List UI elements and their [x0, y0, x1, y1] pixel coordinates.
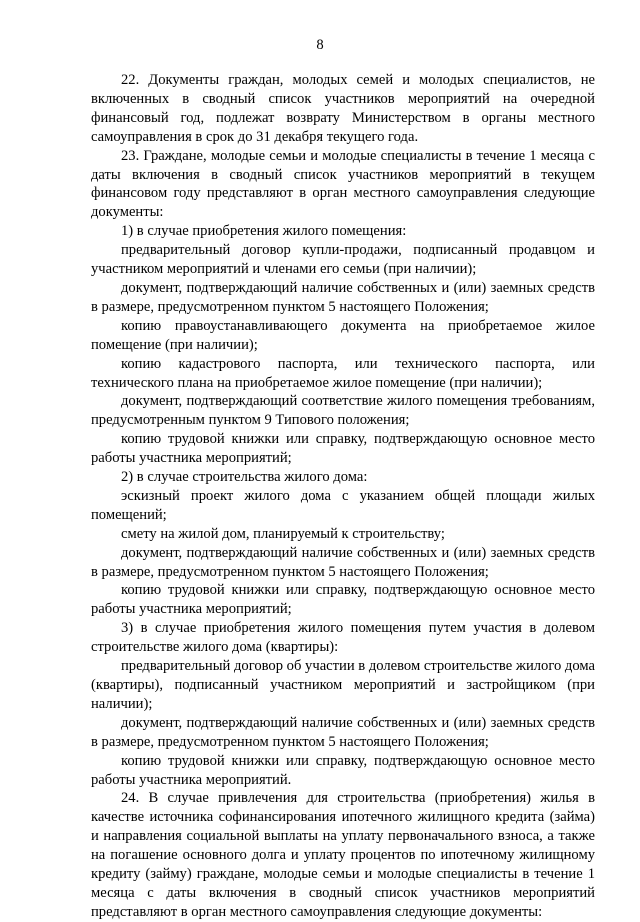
list-item: эскизный проект жилого дома с указанием общей площади жилых помещений; — [91, 487, 595, 523]
list-item: копию трудовой книжки или справку, подтверждающую основное место работы участника мероприятий; — [91, 431, 595, 467]
paragraph-22: 22. Документы граждан, молодых семей и молодых специалистов, не включенных в сводный список участников мероприятий на очередной финансовый год, подлежат возврату Министерством в органы местного самоуправления в срок до 31 декабря текущего года. — [91, 72, 595, 145]
subitem-1-heading: 1) в случае приобретения жилого помещения: — [121, 223, 407, 240]
subitem-2-heading: 2) в случае строительства жилого дома: — [121, 469, 368, 486]
list-item: документ, подтверждающий наличие собственных и (или) заемных средств в размере, предусмотренном пунктом 5 настоящего Положения; — [91, 714, 595, 750]
list-item: копию кадастрового паспорта, или технического паспорта, или технического плана на приобретаемое жилое помещение (при наличии); — [91, 355, 595, 391]
document-body — [91, 71, 595, 922]
page-number: 8 — [316, 37, 324, 53]
paragraph-23: 23. Граждане, молодые семьи и молодые специалисты в течение 1 месяца с даты включения в сводный список участников мероприятий в текущем финансовом году представляют в орган местного самоуправления следующие документы: — [91, 147, 595, 221]
list-item: документ, подтверждающий наличие собственных и (или) заемных средств в размере, предусмотренном пунктом 5 настоящего Положения; — [91, 544, 595, 580]
subitem-3-heading: 3) в случае приобретения жилого помещения путем участия в долевом строительстве жилого дома (квартиры): — [91, 620, 595, 656]
list-item: предварительный договор купли-продажи, подписанный продавцом и участником мероприятий и членами его семьи (при наличии); — [91, 242, 595, 278]
list-item: документ, подтверждающий соответствие жилого помещения требованиям, предусмотренным пунктом 9 Типового положения; — [91, 393, 595, 429]
paragraph-24: 24. В случае привлечения для строительства (приобретения) жилья в качестве источника софинансирования ипотечного жилищного кредита (займа) и направления социальной выплаты на уплату первоначального взноса, а также на погашение основного долга и уплату процентов по ипотечному жилищному кредиту (займу) граждане, молодые семьи и молодые специалисты в течение 1 месяца с даты включения в сводный список участников мероприятий представляют в орган местного самоуправления следующие документы: — [91, 790, 595, 920]
list-item: предварительный договор об участии в долевом строительстве жилого дома (квартиры), подписанный участником мероприятий и застройщиком (при наличии); — [91, 658, 595, 712]
list-item: копию трудовой книжки или справку, подтверждающую основное место работы участника мероприятий; — [91, 582, 595, 618]
list-item: копию трудовой книжки или справку, подтверждающую основное место работы участника мероприятий. — [91, 752, 595, 788]
list-item: копию правоустанавливающего документа на приобретаемое жилое помещение (при наличии); — [91, 317, 595, 353]
list-item: смету на жилой дом, планируемый к строительству; — [121, 525, 445, 542]
list-item: документ, подтверждающий наличие собственных и (или) заемных средств в размере, предусмотренном пунктом 5 настоящего Положения; — [91, 279, 595, 315]
